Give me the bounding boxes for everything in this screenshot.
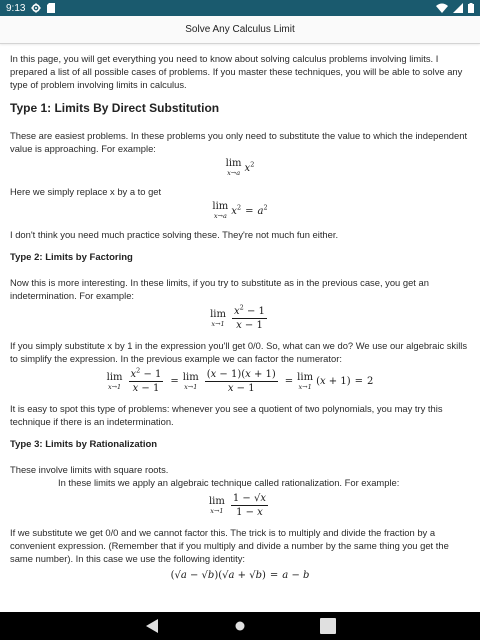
battery-icon: [468, 3, 474, 13]
type2-paragraph-3: It is easy to spot this type of problems: whenever you see a quotient of two polynomials, you may try this technique if there is an indetermination.: [10, 403, 443, 427]
type1-paragraph-1: These are easiest problems. In these problems you only need to substitute the value to which the independent value is approaching. For example:: [10, 130, 468, 154]
type2-paragraph-1: Now this is more interesting. In these limits, if you try to substitute as in the previous case, you get an indetermination. For example:: [10, 277, 429, 301]
cell-signal-icon: [453, 3, 463, 13]
formula-identity: (√a − √b)(√a + √b) = a − b: [170, 570, 310, 581]
intro-paragraph: In this page, you will get everything you need to know about solving calculus problems involving limits. I prepared a list of all possible cases of problems. If you master these techniques, you will be able to solve any type of problem involving limits in calculus.: [10, 53, 463, 90]
back-icon[interactable]: [143, 617, 161, 635]
type2-heading: Type 2: Limits by Factoring: [10, 252, 133, 263]
sd-card-icon: [47, 3, 55, 13]
formula-direct-result: lim x→a $x^2$ = $a^2$: [212, 201, 268, 220]
type2-paragraph-2: If you simply substitute x by 1 in the expression you'll get 0/0. So, what can we do? We use our algebraic skills to simplify the expression. In the previous example we can factor the numerator:: [10, 340, 468, 364]
type3-heading: Type 3: Limits by Rationalization: [10, 439, 158, 450]
type1-heading: Type 1: Limits By Direct Substitution: [10, 101, 220, 115]
formula-factoring-steps: lim x→1 $\frac{x^2 - 1}{x - 1}$ = lim x→1 $\frac{(x - 1)(x + 1)}{x - 1}$ = lim x→1 (x + 1) = 2: [106, 366, 374, 394]
type3-paragraph-1: These involve limits with square roots.: [10, 464, 169, 475]
wifi-icon: [436, 3, 448, 13]
app-bar: [0, 16, 480, 44]
status-bar: [0, 0, 480, 16]
page-title: Solve Any Calculus Limit: [185, 24, 295, 35]
type1-paragraph-2: Here we simply replace x by a to get: [10, 186, 162, 197]
navigation-bar: [0, 612, 480, 640]
type3-paragraph-3: If we substitute we get 0/0 and we cannot factor this. The trick is to multiply and divide the fraction by a convenient expression. (Remember that if you multiply and divide a number by the same thing you get the same number). In this case we use the following identity:: [10, 527, 449, 564]
type3-paragraph-2: In these limits we apply an algebraic technique called rationalization. For example:: [58, 477, 400, 488]
recents-icon[interactable]: [319, 617, 337, 635]
formula-factoring-limit: lim x→1 $\frac{x^2 - 1}{x - 1}$: [210, 303, 265, 331]
settings-icon: [31, 3, 41, 13]
formula-rationalization-limit: lim x→1 $\frac{1 - √x}{1 - x}$: [208, 493, 266, 518]
article-content[interactable]: [0, 44, 480, 612]
home-icon[interactable]: [235, 621, 245, 631]
type1-paragraph-3: I don't think you need much practice solving these. They're not much fun either.: [10, 229, 339, 240]
formula-direct-limit: lim x→a $x^2$: [225, 158, 255, 177]
status-time: 9:13: [6, 2, 26, 14]
